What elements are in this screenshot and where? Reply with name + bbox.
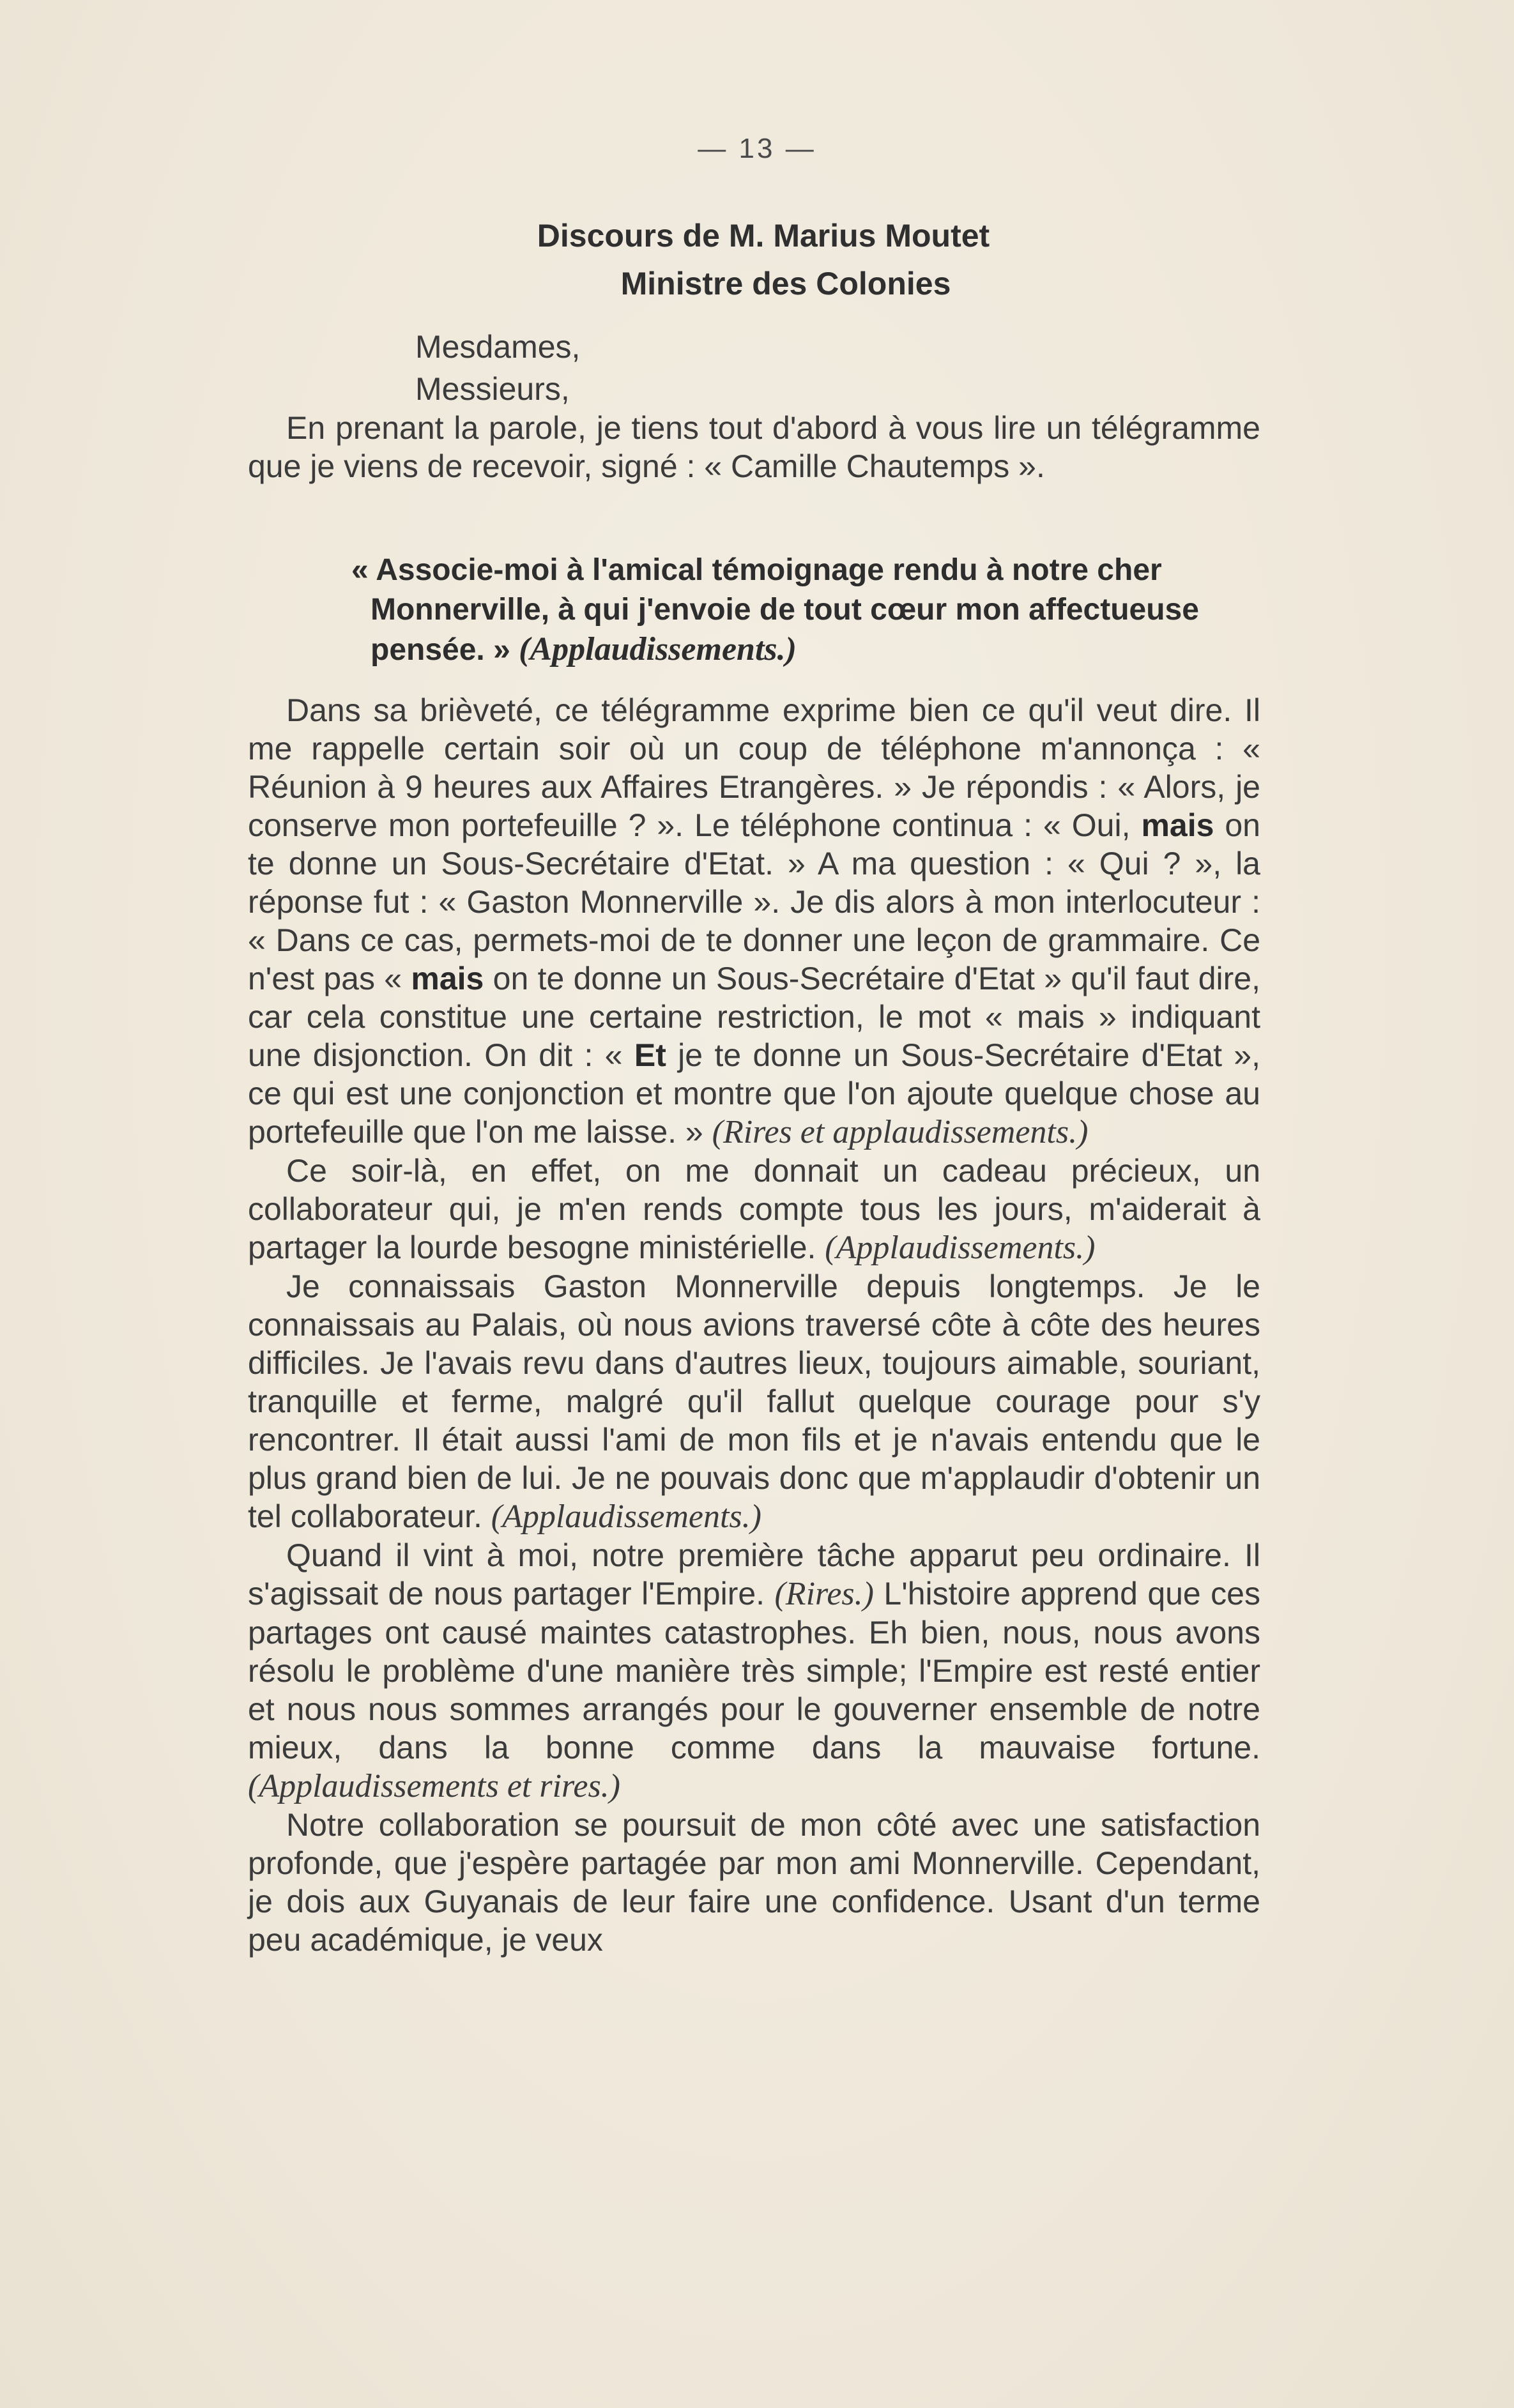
paragraph-5: Notre collaboration se poursuit de mon côté avec une satisfaction profonde, que j'espère partagée par mon ami Monnerville. Cependant, je dois aux Guyanais de leur faire une confidence. Usant d'un terme peu académique, je veux [248, 1807, 1260, 1958]
p1-text-d: je te donne un Sous-Secrétaire d'Etat », ce qui est une conjonction et montre que l'on ajoute quelque chose au portefeuille que l'on me laisse. » [248, 1037, 1261, 1150]
p1-text-c: on te donne un Sous-Secrétaire d'Etat » qu'il faut dire, car cela constitue une certaine restriction, le mot « mais » indiquant une disjonction. On dit : « [248, 961, 1260, 1073]
quote-text: « Associe-moi à l'amical témoignage rendu à notre cher Monnerville, à qui j'envoie de tout cœur mon affectueuse pensée. » [351, 553, 1199, 667]
paragraph-2 [248, 1152, 1260, 1267]
salutation [415, 326, 1182, 410]
title-line-1: Discours de M. Marius Moutet [537, 218, 990, 254]
p4-text-b: L'histoire apprend que ces partages ont causé maintes catastrophes. Eh bien, nous, nous avons résolu le problème d'une manière très simple; l'Empire est resté entier et nous nous sommes arrangés pour le gouverner ensemble de notre mieux, dans la bonne comme dans la mauvaise fortune. [248, 1576, 1260, 1765]
p1-text-a: Dans sa brièveté, ce télégramme exprime bien ce qu'il veut dire. Il me rappelle certain soir où un coup de téléphone m'annonça : « Réunion à 9 heures aux Affaires Etrangères. » Je répondis : « Alors, je conserve mon portefeuille ? ». Le téléphone continua : « Oui, [248, 692, 1260, 843]
title-line-2: Ministre des Colonies [620, 266, 951, 301]
speech-title [0, 212, 1514, 308]
quote-aside: (Applaudissements.) [519, 631, 797, 667]
p3-aside: (Applaudissements.) [491, 1498, 761, 1535]
salutation-line-2: Messieurs, [415, 371, 570, 407]
p4-text-a: Quand il vint à moi, notre première tâche apparut peu ordinaire. Il s'agissait de nous partager l'Empire. [248, 1537, 1260, 1612]
p4-aside-1: (Rires.) [774, 1576, 874, 1612]
intro-paragraph: En prenant la parole, je tiens tout d'abord à vous lire un télégramme que je viens de recevoir, signé : « Camille Chautemps ». [248, 410, 1260, 484]
speech-body [248, 691, 1260, 1959]
salutation-line-1: Mesdames, [415, 329, 581, 365]
paragraph-1 [248, 691, 1260, 1152]
intro-paragraph-block [248, 409, 1260, 485]
telegram-quote [351, 551, 1255, 670]
p1-aside: (Rires et applaudissements.) [712, 1114, 1089, 1150]
p2-aside: (Applaudissements.) [825, 1230, 1096, 1266]
paragraph-3 [248, 1267, 1260, 1536]
page-number: — 13 — [698, 133, 816, 164]
p1-emphasis-mais-2: mais [411, 961, 484, 996]
p1-emphasis-mais-1: mais [1141, 807, 1214, 843]
p4-aside-2: (Applaudissements et rires.) [248, 1768, 620, 1804]
p2-text: Ce soir-là, en effet, on me donnait un cadeau précieux, un collaborateur qui, je m'en rends compte tous les jours, m'aiderait à partager la lourde besogne ministérielle. [248, 1153, 1260, 1265]
paragraph-4 [248, 1536, 1260, 1806]
p1-emphasis-et: Et [634, 1037, 666, 1073]
p3-text: Je connaissais Gaston Monnerville depuis longtemps. Je le connaissais au Palais, où nous avions traversé côte à côte des heures difficiles. Je l'avais revu dans d'autres lieux, toujours aimable, souriant, tranquille et ferme, malgré qu'il fallut quelque courage pour s'y rencontrer. Il était aussi l'ami de mon fils et je n'avais entendu que le plus grand bien de lui. Je ne pouvais donc que m'applaudir d'obtenir un tel collaborateur. [248, 1269, 1260, 1534]
p1-text-b: on te donne un Sous-Secrétaire d'Etat. » A ma question : « Qui ? », la réponse fut : « Gaston Monnerville ». Je dis alors à mon interlocuteur : « Dans ce cas, permets-moi de te donner une leçon de grammaire. Ce n'est pas « [248, 807, 1260, 996]
